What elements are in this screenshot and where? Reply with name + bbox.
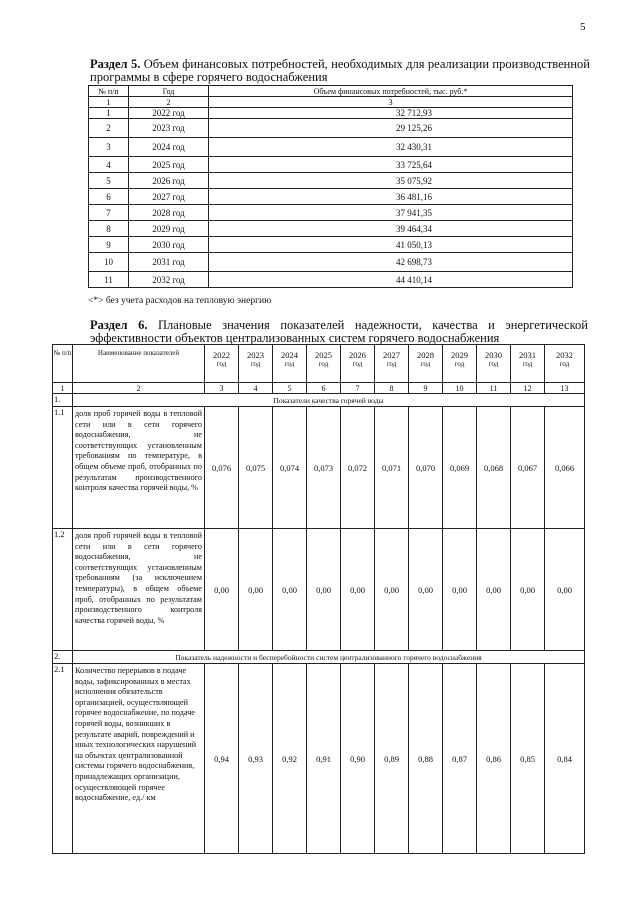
indicator-value: 0,068 [477,407,511,529]
year-suffix: год [352,360,363,368]
table6-index-cell: 7 [341,383,375,394]
indicator-value: 0,00 [545,529,585,651]
row-2-1-number: 2.1 [53,664,73,854]
indicator-value: 0,84 [545,664,585,854]
indicator-value: 0,071 [375,407,409,529]
indicator-value: 0,00 [307,529,341,651]
year-label: 2023 [247,350,264,360]
table6-year-header [307,345,341,383]
table5-row-number: 1 [89,108,129,119]
indicator-value: 0,076 [205,407,239,529]
table5-row-number: 10 [89,253,129,272]
indicator-value: 0,86 [477,664,511,854]
table5-row-value: 41 050,13 [209,237,573,253]
group2-number: 2. [53,651,73,664]
group2-title: Показатель надежности и бесперебойности систем централизованного горячего водоснабжения [73,651,585,664]
table6-year-header [341,345,375,383]
table5-row-year: 2023 год [129,119,209,138]
indicator-value: 0,00 [273,529,307,651]
table5-row-value: 39 464,34 [209,221,573,237]
table6-year-header [239,345,273,383]
indicator-value: 0,87 [443,664,477,854]
indicators-table [52,344,585,854]
table5-row [89,272,573,288]
table5-row-year: 2032 год [129,272,209,288]
table5-row-number: 7 [89,205,129,221]
year-suffix: год [216,360,227,368]
group1-title: Показатели качества горячей воды [73,394,585,407]
table6-header-name: Наименование показателей [73,345,205,383]
table5-row-number: 6 [89,189,129,205]
year-suffix: год [284,360,295,368]
indicator-value: 0,073 [307,407,341,529]
row-1-2-number: 1.2 [53,529,73,651]
year-label: 2024 [281,350,298,360]
table6-index-cell: 12 [511,383,545,394]
financial-needs-table [88,85,573,288]
table5-row [89,108,573,119]
table5-row-value: 37 941,35 [209,205,573,221]
indicator-value: 0,92 [273,664,307,854]
year-suffix: год [420,360,431,368]
year-label: 2029 [451,350,468,360]
table5-header-year: Год [129,86,209,97]
table5-row-year: 2029 год [129,221,209,237]
table5-row-value: 36 481,16 [209,189,573,205]
table5-row-year: 2026 год [129,173,209,189]
table5-index-cell: 1 [89,97,129,108]
year-suffix: год [522,360,533,368]
indicator-value: 0,94 [205,664,239,854]
table5-row-number: 2 [89,119,129,138]
section5-title [90,58,590,84]
indicator-value: 0,93 [239,664,273,854]
row-2-1-description: Количество перерывов в подаче воды, зафиксированных в местах исполнения обязательств организацией, осуществляющей горячее водоснабжение, по подаче горячей воды, возникших в результате аварий, повреждений и иных технологических нарушений на объектах централизованной системы горячего водоснабжения, принадлежащих организации, осуществляющей горячее водоснабжение, ед./ км [73,664,205,854]
indicator-value: 0,91 [307,664,341,854]
table6-index-cell: 2 [73,383,205,394]
table5-row-value: 33 725,64 [209,157,573,173]
indicator-value: 0,075 [239,407,273,529]
table5-row-value: 29 125,26 [209,119,573,138]
year-label: 2028 [417,350,434,360]
table5-row-value: 42 698,73 [209,253,573,272]
table5-row-year: 2024 год [129,138,209,157]
indicator-value: 0,89 [375,664,409,854]
indicator-value: 0,85 [511,664,545,854]
table5-row-number: 11 [89,272,129,288]
table5-row [89,221,573,237]
table6-index-cell: 3 [205,383,239,394]
table5-row-year: 2022 год [129,108,209,119]
table6-index-cell: 4 [239,383,273,394]
table5-index-cell: 2 [129,97,209,108]
table6-index-cell: 9 [409,383,443,394]
year-label: 2026 [349,350,366,360]
indicator-value: 0,067 [511,407,545,529]
table6-index-cell: 6 [307,383,341,394]
table6-year-header [273,345,307,383]
indicator-value: 0,00 [239,529,273,651]
table5-header-volume: Объем финансовых потребностей, тыс. руб.* [209,86,573,97]
table5-row-year: 2025 год [129,157,209,173]
indicator-value: 0,072 [341,407,375,529]
table5-row-value: 32 430,31 [209,138,573,157]
table6-year-header [375,345,409,383]
indicator-value: 0,066 [545,407,585,529]
indicator-value: 0,88 [409,664,443,854]
table5-row [89,173,573,189]
year-label: 2031 [519,350,536,360]
page-number: 5 [580,21,586,33]
row-1-1-number: 1.1 [53,407,73,529]
year-suffix: год [559,360,570,368]
year-label: 2022 [213,350,230,360]
indicator-value: 0,00 [409,529,443,651]
table6-index-cell: 10 [443,383,477,394]
section5-title-bold: Раздел 5. [90,57,141,71]
table6-year-header [409,345,443,383]
table5-row [89,157,573,173]
section6-title [90,319,588,345]
year-suffix: год [488,360,499,368]
table6-year-header [477,345,511,383]
table5-row-number: 8 [89,221,129,237]
table5-row [89,253,573,272]
indicator-value: 0,074 [273,407,307,529]
row-1-2-description: доля проб горячей воды в тепловой сети или в сети горячего водоснабжения, не соответствующих установленным требованиям (за исключением температуры), в общем объеме проб, отобранных по результатам производственного контроля качества горячей воды, % [73,529,205,651]
table5-row-year: 2030 год [129,237,209,253]
table5-row [89,237,573,253]
table5-row [89,205,573,221]
table6-index-cell: 5 [273,383,307,394]
year-label: 2025 [315,350,332,360]
table6-year-header [511,345,545,383]
indicator-value: 0,00 [477,529,511,651]
group1-number: 1. [53,394,73,407]
table5-row [89,138,573,157]
table5-row-number: 5 [89,173,129,189]
table5-row-number: 9 [89,237,129,253]
section5-title-text: Объем финансовых потребностей, необходимых для реализации производственной программы в сфере горячего водоснабжения [90,57,590,84]
table6-index-cell: 1 [53,383,73,394]
table5-row-year: 2031 год [129,253,209,272]
indicator-value: 0,00 [443,529,477,651]
table6-header-num: № п/п [53,345,73,383]
section6-title-text: Плановые значения показателей надежности, качества и энергетической эффективности объектов централизованных систем горячего водоснабжения [90,318,588,345]
table5-row-value: 44 410,14 [209,272,573,288]
year-suffix: год [318,360,329,368]
table5-header-num: № п/п [89,86,129,97]
section6-title-bold: Раздел 6. [90,318,148,332]
table6-index-cell: 8 [375,383,409,394]
row-1-1-description: доля проб горячей воды в тепловой сети или в сети горячего водоснабжения, не соответствующих установленным требованиям по температуре, в общем объеме проб, отобранных по результатам производственного контроля качества горячей воды, % [73,407,205,529]
table5-row-number: 4 [89,157,129,173]
table5-row [89,189,573,205]
table5-row [89,119,573,138]
table6-year-header [443,345,477,383]
section5-footnote: <*> без учета расходов на тепловую энергию [88,296,272,306]
table6-index-cell: 11 [477,383,511,394]
table5-row-number: 3 [89,138,129,157]
indicator-value: 0,070 [409,407,443,529]
year-suffix: год [250,360,261,368]
table6-index-cell: 13 [545,383,585,394]
year-label: 2027 [383,350,400,360]
year-label: 2032 [556,350,573,360]
indicator-value: 0,90 [341,664,375,854]
table5-row-year: 2027 год [129,189,209,205]
indicator-value: 0,00 [205,529,239,651]
indicator-value: 0,00 [375,529,409,651]
year-label: 2030 [485,350,502,360]
table5-index-cell: 3 [209,97,573,108]
indicator-value: 0,00 [341,529,375,651]
indicator-value: 0,069 [443,407,477,529]
table5-row-year: 2028 год [129,205,209,221]
table6-year-header [545,345,585,383]
year-suffix: год [386,360,397,368]
year-suffix: год [454,360,465,368]
table5-row-value: 32 712,93 [209,108,573,119]
indicator-value: 0,00 [511,529,545,651]
table5-row-value: 35 075,92 [209,173,573,189]
table6-year-header [205,345,239,383]
